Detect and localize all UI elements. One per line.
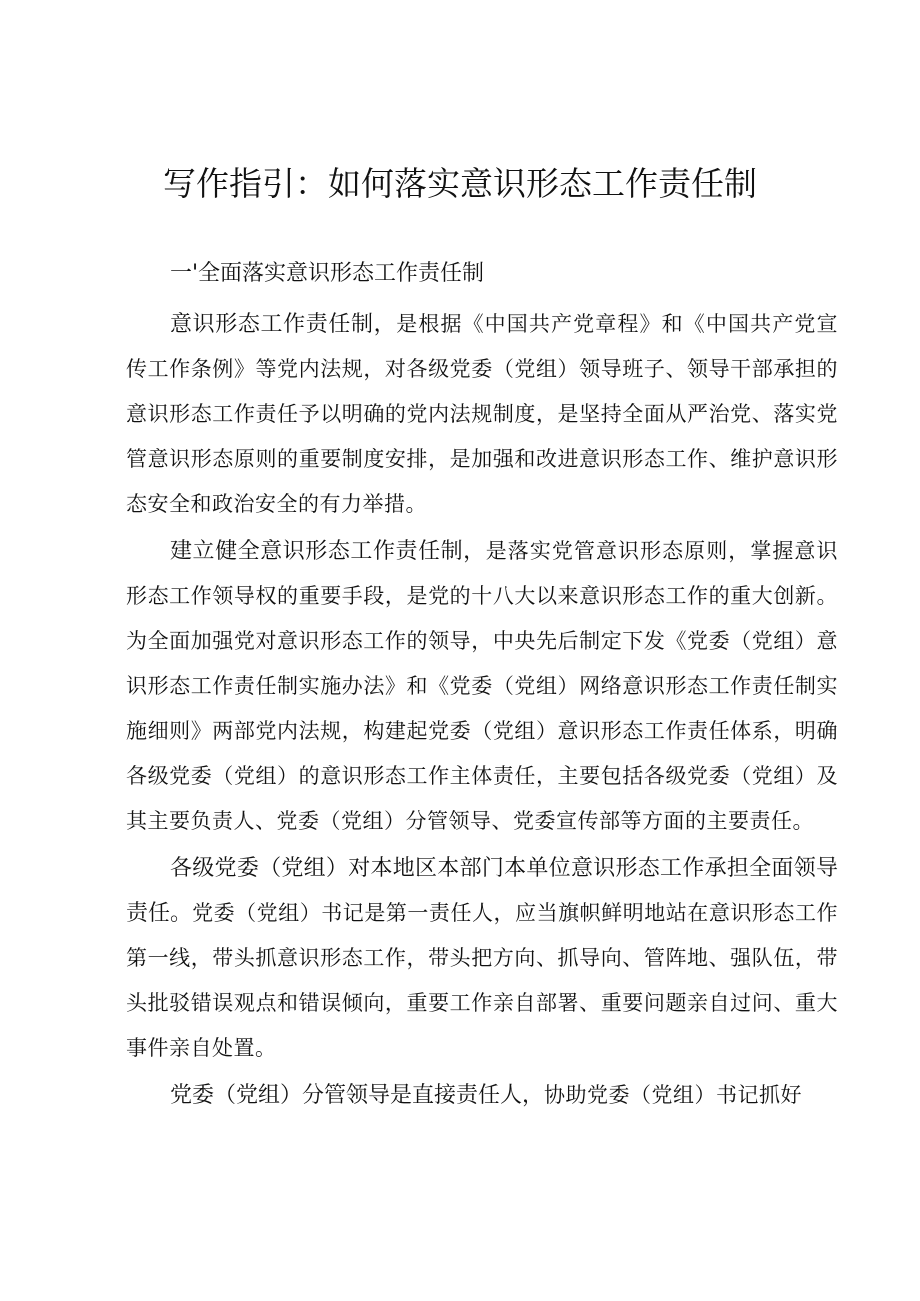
paragraph — [126, 529, 838, 844]
paragraph-lead: 建立健全意识形态工作责任制， — [170, 539, 486, 564]
paragraph-lead: 各级党委（党组）对本地区本部门本单位意识形态工作承担全面领导责任。 — [126, 856, 838, 926]
paragraph-lead: 意识形态工作责任制， — [170, 312, 397, 337]
section-heading: 一'全面落实意识形态工作责任制 — [170, 261, 485, 286]
paragraph — [126, 1073, 838, 1118]
paragraph-text: 是落实党管意识形态原则，掌握意识形态工作领导权的重要手段，是党的十八大以来意识形态工作的重大创新。为全面加强党对意识形态工作的领导，中央先后制定下发《党委（党组）意识形态工作责任制实施办法》和《党委（党组）网络意识形态工作责任制实施细则》两部党内法规，构建起党委（党组）意识形态工作责任体系，明确各级党委（党组）的意识形态工作主体责任，主要包括各级党委（党组）及其主要负责人、党委（党组）分管领导、党委宣传部等方面的主要责任。 — [126, 539, 838, 833]
paragraph-lead: 党委（党组）分管领导是直接责任人， — [170, 1083, 545, 1108]
document-body — [126, 256, 838, 1120]
paragraph-text: 是根据《中国共产党章程》和《中国共产党宣传工作条例》等党内法规，对各级党委（党组）领导班子、领导干部承担的意识形态工作责任予以明确的党内法规制度，是坚持全面从严治党、落实党管意识形态原则的重要制度安排，是加强和改进意识形态工作、维护意识形态安全和政治安全的有力举措。 — [126, 312, 838, 516]
paragraph-text: 党委（党组）书记是第一责任人，应当旗帜鲜明地站在意识形态工作第一线，带头抓意识形态工作，带头把方向、抓导向、管阵地、强队伍，带头批驳错误观点和错误倾向，重要工作亲自部署、重要问题亲自过问、重大事件亲自处置。 — [126, 901, 838, 1060]
paragraph-text: 协助党委（党组）书记抓好 — [544, 1083, 803, 1107]
paragraph — [126, 846, 838, 1071]
document-title: 写作指引：如何落实意识形态工作责任制 — [163, 164, 757, 203]
paragraph — [126, 302, 838, 527]
